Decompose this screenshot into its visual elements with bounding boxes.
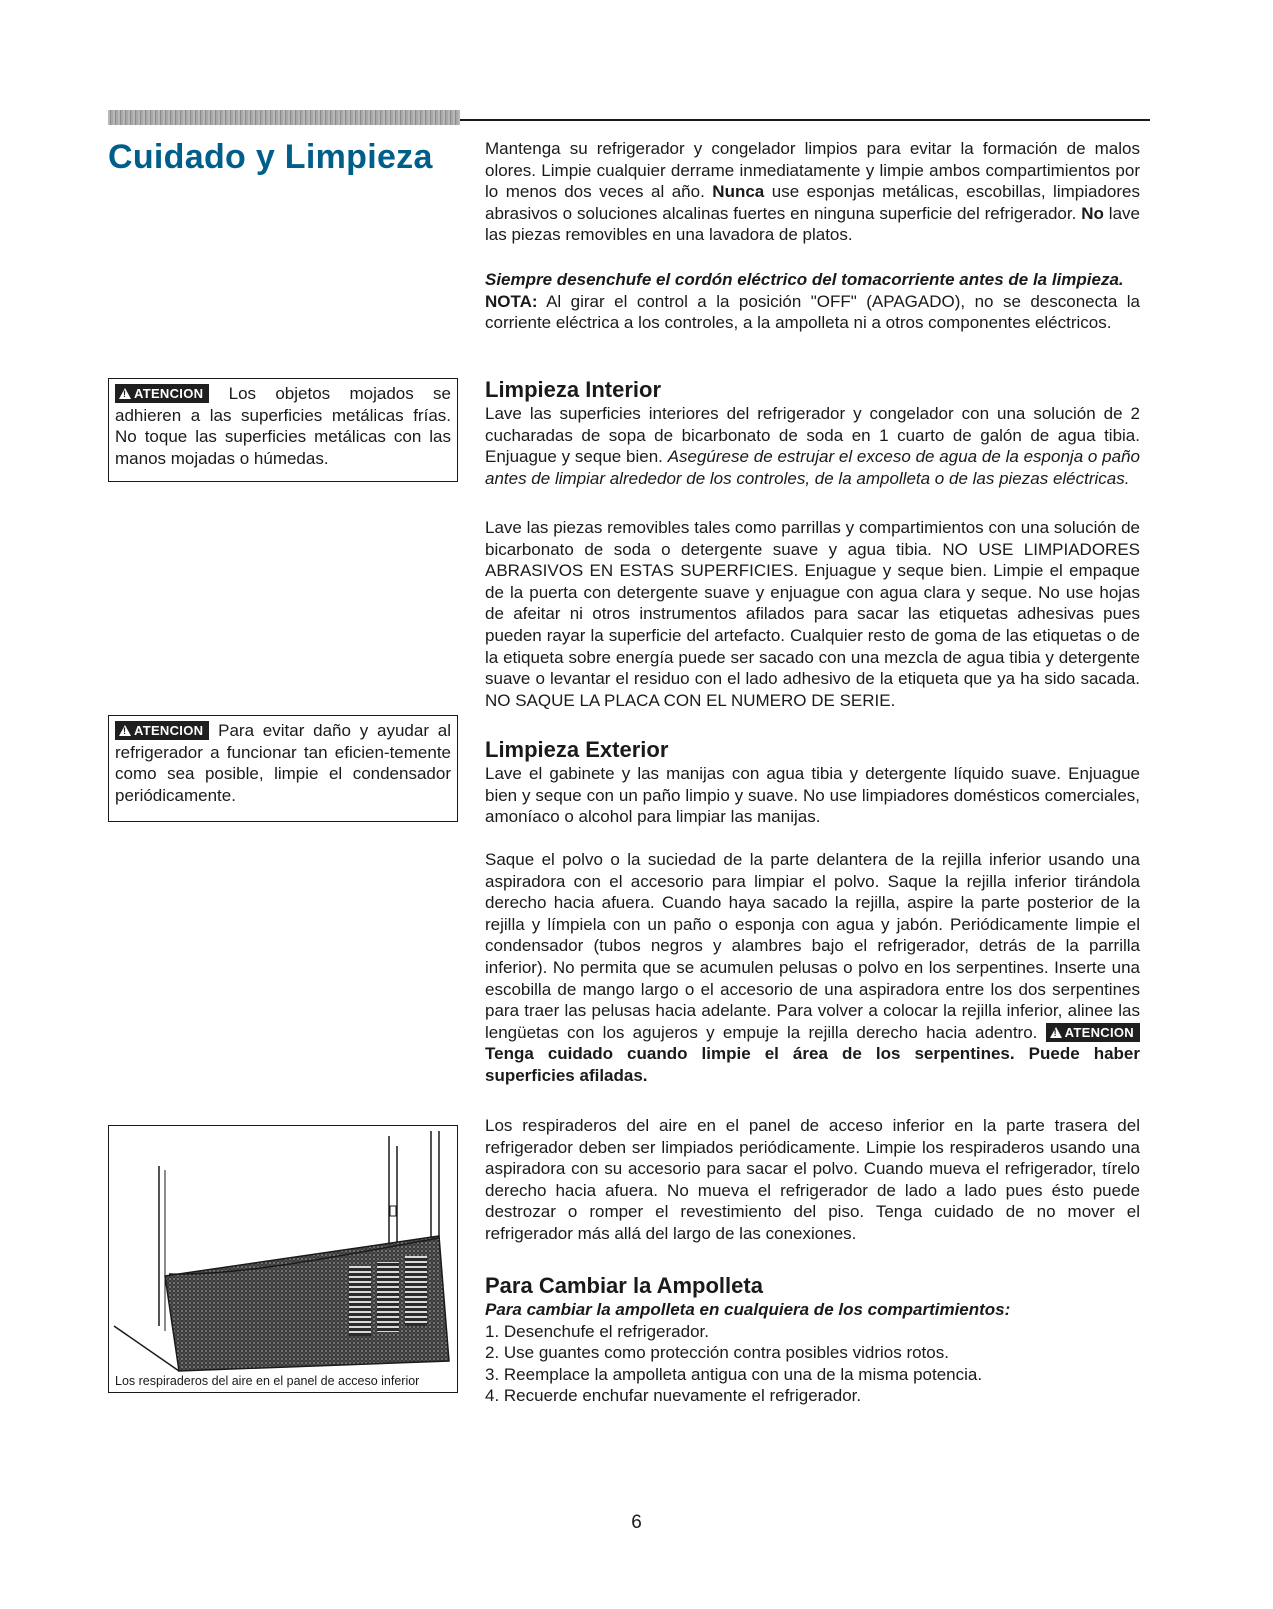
intro-text-c: lave las piezas removibles en una lavadora de platos. <box>485 203 1140 245</box>
header-rule <box>460 119 1150 121</box>
nota-text: Al girar el control a la posición "OFF" (APAGADO), no se desconecta la corriente eléctrica a los controles, a la ampolleta ni a otros componentes eléctricos. <box>485 291 1140 333</box>
air-vent-figure <box>108 1125 458 1393</box>
interior-heading: Limpieza Interior <box>485 377 662 402</box>
exterior-text-3: Los respiraderos del aire en el panel de acceso inferior en la parte trasera del refrigerador deben ser limpiados periódicamente. Limpie los respiraderos usando una aspiradora con su accesorio para sacar el polvo. Cuando mueva el refrigerador, tírelo derecho hacia afuera. No mueva el refrigerador de lado a lado pues ésto puede destrozar o romper el revestimiento del piso. Tenga cuidado de no mover el refrigerador más allá del largo de las conexiones. <box>485 1116 1140 1243</box>
page-number: 6 <box>631 1512 642 1533</box>
bulb-step: 3. Reemplace la ampolleta antigua con una de la misma potencia. <box>485 1364 983 1384</box>
interior-section <box>485 377 1140 489</box>
warning-box-condenser <box>108 715 458 822</box>
warning-triangle-icon <box>119 388 131 399</box>
intro-no: No <box>1081 203 1104 223</box>
bulb-steps-list <box>485 1321 1140 1407</box>
bulb-subheading: Para cambiar la ampolleta en cualquiera de los compartimientos: <box>485 1300 1011 1319</box>
atencion-label: ATENCION <box>1064 1024 1134 1040</box>
always-unplug-text: Siempre desenchufe el cordón eléctrico del tomacorriente antes de la limpieza. <box>485 270 1124 289</box>
exterior-paragraph-2 <box>485 849 1140 1087</box>
exterior-paragraph-3 <box>485 1115 1140 1245</box>
refrigerator-vent-illustration <box>109 1126 458 1393</box>
bulb-heading: Para Cambiar la Ampolleta <box>485 1273 763 1298</box>
intro-text-a: Mantenga su refrigerador y congelador limpios para evitar la formación de malos olores. Limpie cualquier derrame inmediatamente y limpie ambos compartimientos por lo menos dos veces al año. <box>485 139 1140 202</box>
atencion-badge <box>115 384 209 403</box>
exterior-text-2: Saque el polvo o la suciedad de la parte delantera de la rejilla inferior usando una aspiradora con el accesorio para limpiar el polvo. Saque la rejilla inferior tirándola derecho hacia afuera. Cuando haya sacado la rejilla, aspire la parte posterior de la rejilla y límpiela con un paño o esponja con agua y jabón. Periódicamente limpie el condensador (tubos negros y alambres bajo el refrigerador, detrás de la parrilla inferior). No permita que se acumulen pelusas o polvo en los serpentines. Inserte una escobilla de mango largo o el accesorio de una aspiradora entre los dos serpentines para traer las pelusas hacia adelante. Para volver a colocar la rejilla inferior, alinee las lengüetas con los agujeros y empuje la rejilla derecho hacia adentro. <box>485 850 1140 1042</box>
warning-text-wet-objects: Los objetos mojados se adhieren a las superficies metálicas frías. No toque las superficies metálicas con las manos mojadas o húmedas. <box>115 384 451 468</box>
exterior-warning-text: Tenga cuidado cuando limpie el área de los serpentines. Puede haber superficies afiladas. <box>485 1044 1140 1085</box>
exterior-section <box>485 737 1140 828</box>
bulb-step: 2. Use guantes como protección contra posibles vidrios rotos. <box>485 1343 949 1363</box>
intro-paragraph <box>485 138 1140 246</box>
bulb-step: 4. Recuerde enchufar nuevamente el refrigerador. <box>485 1386 862 1406</box>
interior-paragraph-2 <box>485 517 1140 711</box>
unplug-note-block <box>485 269 1140 334</box>
bulb-section <box>485 1273 1140 1407</box>
atencion-label: ATENCION <box>134 723 204 738</box>
warning-text-condenser: Para evitar daño y ayudar al refrigerador a funcionar tan eficien-temente como sea posible, limpie el condensador periódicamente. <box>115 721 451 805</box>
exterior-text-1: Lave el gabinete y las manijas con agua tibia y detergente líquido suave. Enjuague bien y seque con un paño limpio y suave. No use limpiadores domésticos comerciales, amoníaco o alcohol para limpiar las manijas. <box>485 764 1140 827</box>
warning-triangle-icon <box>1050 1027 1062 1038</box>
warning-box-wet-objects <box>108 378 458 482</box>
interior-text-a: Lave las superficies interiores del refrigerador y congelador con una solución de 2 cucharadas de sopa de bicarbonato de soda en 1 cuarto de galón de agua tibia. Enjuague y seque bien. <box>485 404 1140 467</box>
atencion-label: ATENCION <box>134 386 204 401</box>
figure-caption: Los respiraderos del aire en el panel de acceso inferior <box>115 1374 420 1388</box>
interior-text-italic: Asegúrese de estrujar el exceso de agua de la esponja o paño antes de limpiar alrededor de los controles, de la ampolleta o de las piezas eléctricas. <box>485 447 1140 488</box>
intro-text-b: use esponjas metálicas, escobillas, limpiadores abrasivos o soluciones alcalinas fuertes en ninguna superficie del refrigerador. <box>485 182 1140 223</box>
atencion-badge-inline <box>1046 1023 1140 1042</box>
interior-text-2: Lave las piezas removibles tales como parrillas y compartimientos con una solución de bicarbonato de soda o detergente suave y agua tibia. NO USE LIMPIADORES ABRASIVOS EN ESTAS SUPERFICIES. Enjuague y seque bien. Limpie el empaque de la puerta con detergente suave y enjuague con agua clara y seque. No use hojas de afeitar ni otros instrumentos afilados para sacar las etiquetas adhesivas pues pueden rayar la superficie del artefacto. Cualquier resto de goma de las etiquetas o de la etiqueta sobre energía puede ser sacado con una mezcla de agua tibia y detergente suave o levantar el residuo con el lado adhesivo de la etiqueta que ya ha sido sacada. NO SAQUE LA PLACA CON EL NUMERO DE SERIE. <box>485 518 1140 710</box>
atencion-badge <box>115 721 209 740</box>
page-title: Cuidado y Limpieza <box>108 138 433 176</box>
warning-triangle-icon <box>119 725 131 736</box>
bulb-step: 1. Desenchufe el refrigerador. <box>485 1321 709 1341</box>
exterior-heading: Limpieza Exterior <box>485 737 669 762</box>
nota-label: NOTA: <box>485 291 538 311</box>
intro-nunca: Nunca <box>712 182 765 202</box>
header-shade-bar <box>108 110 460 125</box>
